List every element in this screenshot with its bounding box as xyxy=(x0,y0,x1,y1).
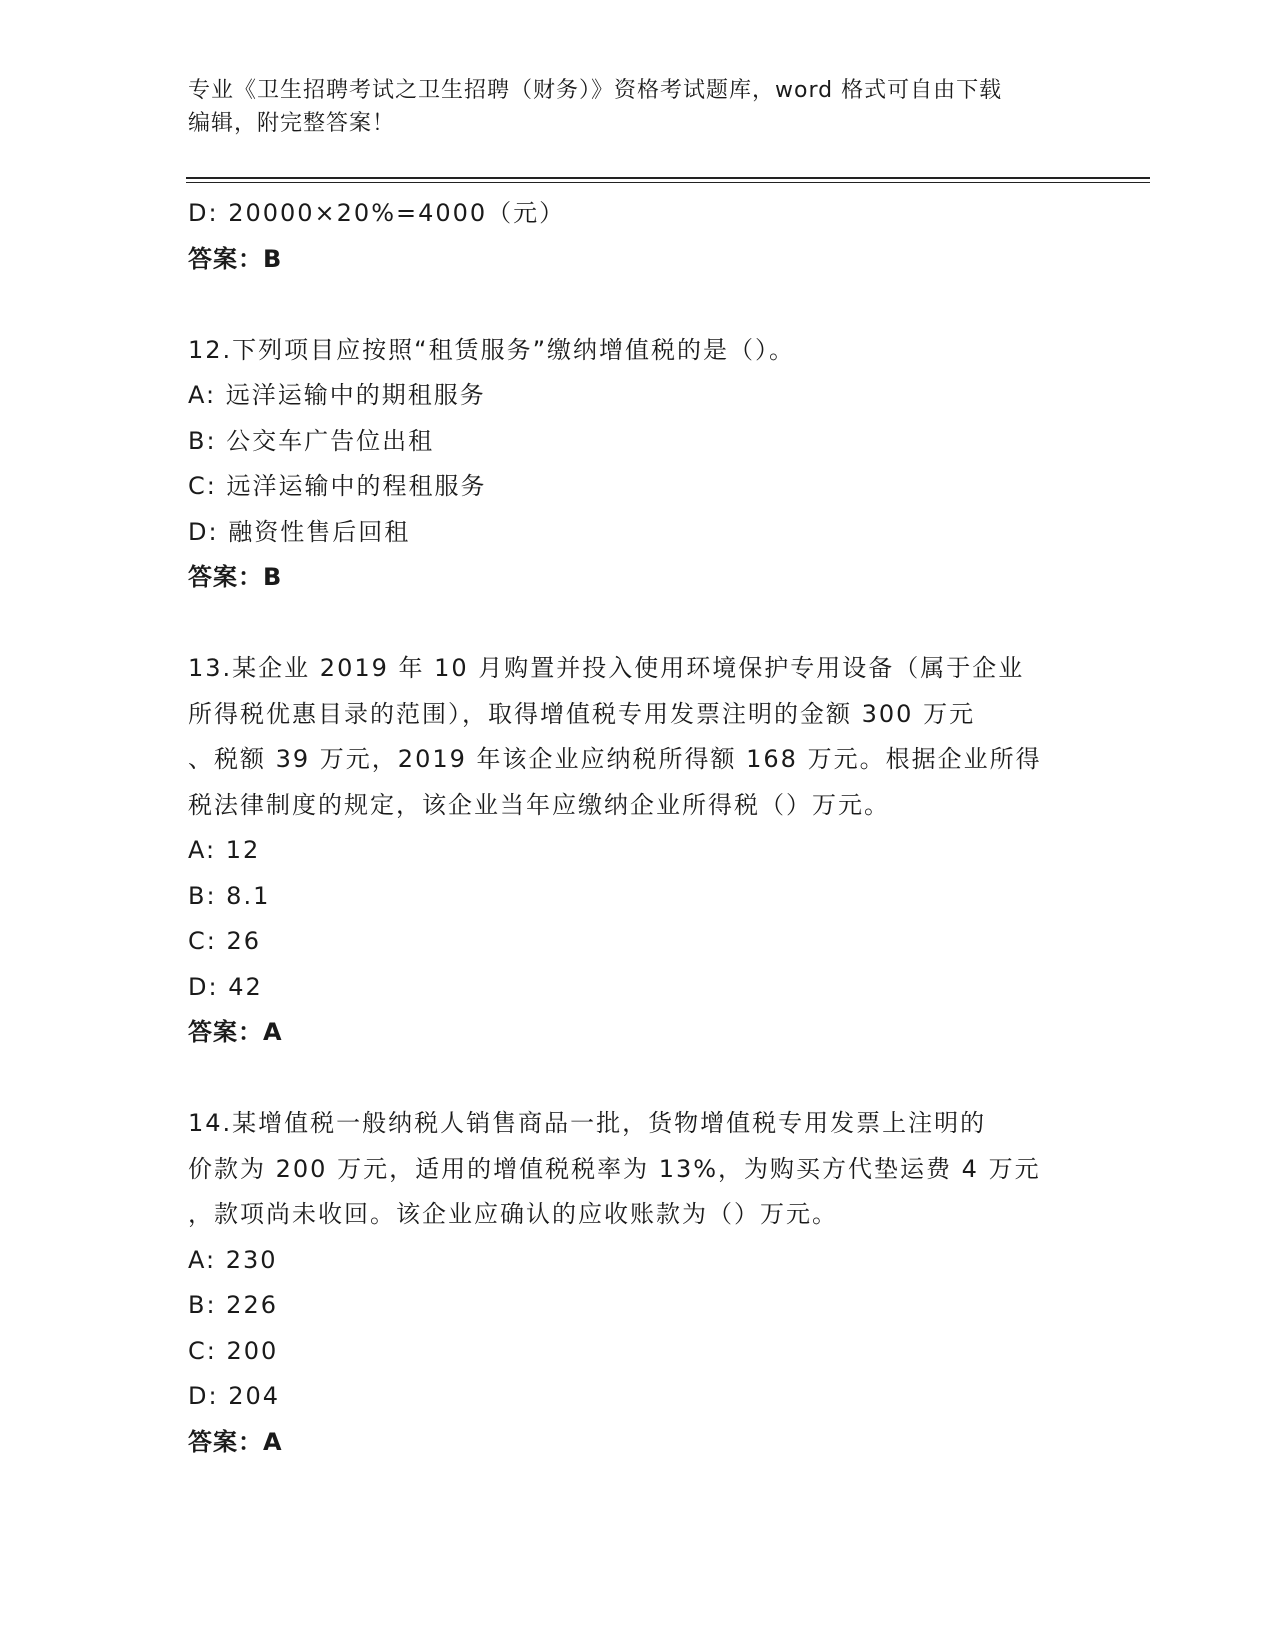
option-b: B: 8.1 xyxy=(188,881,271,910)
answer: 答案：A xyxy=(188,1427,283,1456)
option-d: D: 42 xyxy=(188,972,263,1001)
header-line-2: 编辑，附完整答案！ xyxy=(188,111,396,136)
continuation-option-d: D: 20000×20%=4000（元） xyxy=(188,199,566,227)
document-body xyxy=(188,191,1088,1465)
option-c: C: 200 xyxy=(188,1336,279,1365)
option-c: C: 远洋运输中的程租服务 xyxy=(188,472,487,500)
header-line-1: 专业《卫生招聘考试之卫生招聘（财务）》资格考试题库，word 格式可自由下载 xyxy=(188,78,1003,103)
question-text xyxy=(188,328,1088,374)
question-block xyxy=(188,1101,1088,1465)
document-header xyxy=(188,74,1088,140)
question-line: 税法律制度的规定，该企业当年应缴纳企业所得税（）万元。 xyxy=(188,790,890,819)
question-line: 12.下列项目应按照“租赁服务”缴纳增值税的是（）。 xyxy=(188,335,796,364)
option-b: B: 226 xyxy=(188,1291,278,1319)
spacer xyxy=(188,1056,1088,1102)
option-a: A: 12 xyxy=(188,836,261,864)
question-line: 所得税优惠目录的范围），取得增值税专用发票注明的金额 300 万元 xyxy=(188,699,976,728)
header-divider-thin xyxy=(186,182,1150,183)
option-d: D: 204 xyxy=(188,1382,281,1410)
spacer xyxy=(188,601,1088,647)
option-c: C: 26 xyxy=(188,927,262,955)
answer: 答案：B xyxy=(188,563,283,591)
question-line: 14.某增值税一般纳税人销售商品一批，货物增值税专用发票上注明的 xyxy=(188,1109,987,1137)
question-line: ，款项尚未收回。该企业应确认的应收账款为（）万元。 xyxy=(188,1200,838,1228)
spacer xyxy=(188,282,1088,328)
option-a: A: 230 xyxy=(188,1245,278,1274)
question-line: 、税额 39 万元，2019 年该企业应纳税所得额 168 万元。根据企业所得 xyxy=(188,745,1042,773)
answer: 答案：A xyxy=(188,1018,283,1046)
option-b: B: 公交车广告位出租 xyxy=(188,426,435,455)
option-a: A: 远洋运输中的期租服务 xyxy=(188,381,486,409)
question-block xyxy=(188,646,1088,1056)
header-divider xyxy=(186,177,1150,179)
question-text xyxy=(188,1101,1088,1238)
question-text xyxy=(188,646,1088,828)
option-d: D: 融资性售后回租 xyxy=(188,517,411,546)
question-block xyxy=(188,328,1088,601)
question-line: 13.某企业 2019 年 10 月购置并投入使用环境保护专用设备（属于企业 xyxy=(188,654,1025,682)
question-line: 价款为 200 万元，适用的增值税税率为 13%，为购买方代垫运费 4 万元 xyxy=(188,1154,1041,1183)
continuation-answer: 答案：B xyxy=(188,244,283,273)
